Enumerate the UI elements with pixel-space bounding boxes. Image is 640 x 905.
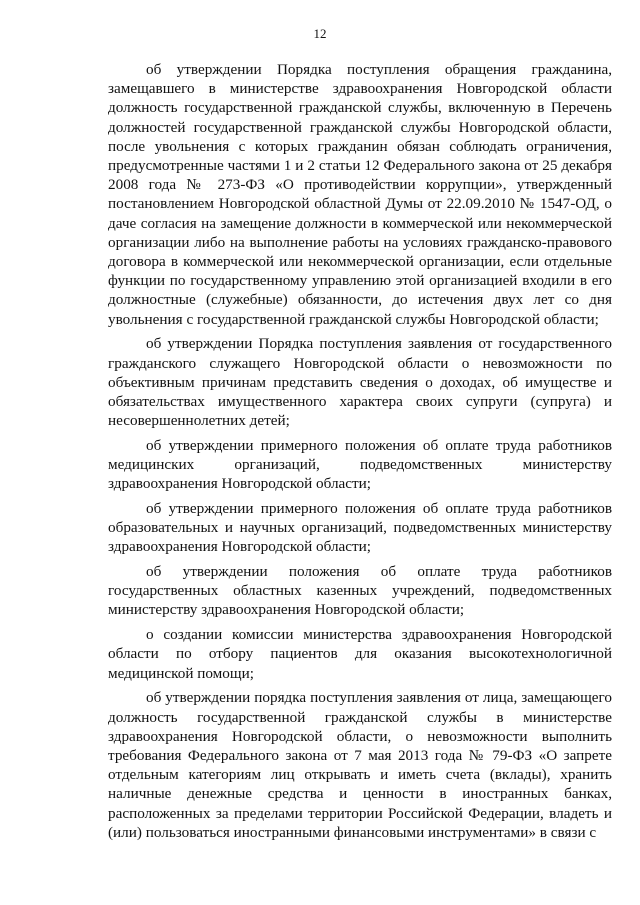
paragraph-resolution-6: о создании комиссии министерства здравоохранения Новгородской области по отбору пациентов для оказания высокотехнологичной медицинской помощи; xyxy=(108,626,612,682)
paragraph-resolution-4: об утверждении примерного положения об оплате труда работников образовательных и научных организаций, подведомственных министерству здравоохранения Новгородской области; xyxy=(108,499,612,556)
paragraph-resolution-3: об утверждении примерного положения об оплате труда работников медицинских организаций, подведомственных министерству здравоохранения Новгородской области; xyxy=(108,436,612,493)
paragraph-resolution-1: об утверждении Порядка поступления обращения гражданина, замещавшего в министерстве здравоохранения Новгородской области должность государственной гражданской службы, включенную в Перечень должностей государственной гражданской службы Новгородской области, после увольнения с которых гражданин обязан соблюдать ограничения, предусмотренные частями 1 и 2 статьи 12 Федерального закона от 25 декабря 2008 года № 273-ФЗ «О противодействии коррупции», утвержденный постановлением Новгородской областной Думы от 22.09.2010 № 1547-ОД, о даче согласия на замещение должности в коммерческой или некоммерческой организации либо на выполнение работы на условиях гражданско-правового договора в коммерческой или некоммерческой организации, если отдельные функции по государственному управлению этой организацией входили в его должностные (служебные) обязанности, до истечения двух лет со дня увольнения с государственной гражданской службы Новгородской области; xyxy=(108,61,612,328)
paragraph-resolution-2: об утверждении Порядка поступления заявления от государственного гражданского служащего Новгородской области о невозможности по объективным причинам представить сведения о доходах, об имуществе и обязательствах имущественного характера своих супруги (супруга) и несовершеннолетних детей; xyxy=(108,335,612,430)
page-number: 12 xyxy=(313,26,327,41)
paragraph-resolution-5: об утверждении положения об оплате труда работников государственных областных казенных учреждений, подведомственных министерству здравоохранения Новгородской области; xyxy=(108,563,612,619)
document-body xyxy=(108,60,612,847)
paragraph-resolution-7: об утверждении порядка поступления заявления от лица, замещающего должность государственной гражданской службы в министерстве здравоохранения Новгородской области, о невозможности выполнить требования Федерального закона от 7 мая 2013 года № 79-ФЗ «О запрете отдельным категориям лиц открывать и иметь счета (вклады), хранить наличные денежные средства и ценности в иностранных банках, расположенных за пределами территории Российской Федерации, владеть и (или) пользоваться иностранными финансовыми инструментами» в связи с xyxy=(108,689,612,841)
